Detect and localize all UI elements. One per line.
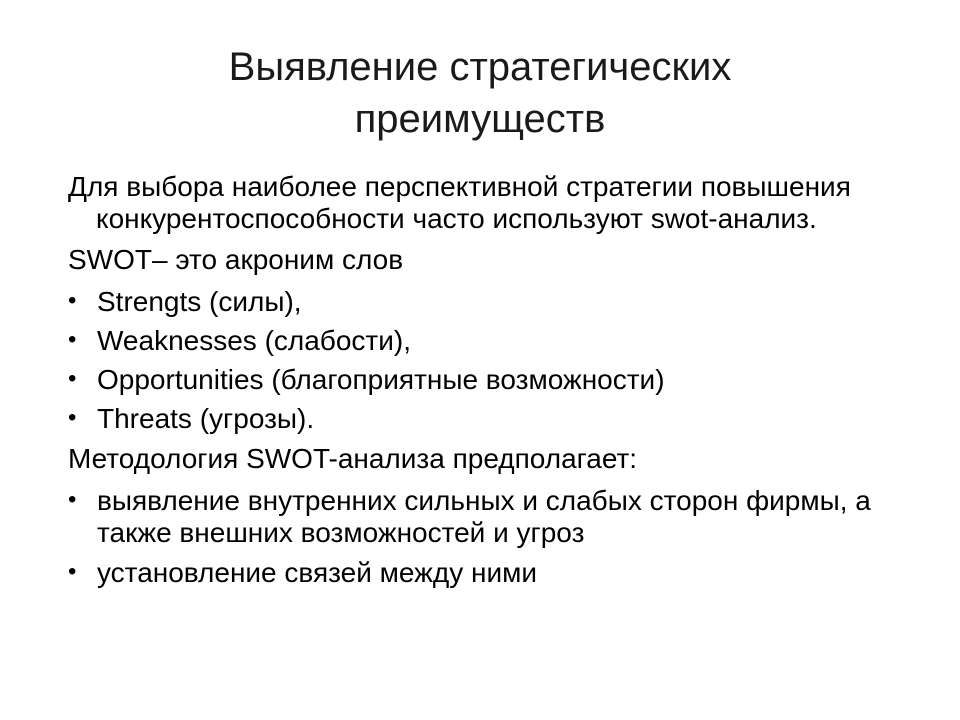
list-item <box>68 325 928 357</box>
bullet-icon: • <box>68 365 77 392</box>
list-item-text: установление связей между ними <box>97 557 537 588</box>
list-item <box>68 485 928 549</box>
bullet-icon: • <box>68 486 77 513</box>
acronym-list <box>68 286 928 435</box>
list-item <box>68 403 928 435</box>
list-item-text: Opportunities (благоприятные возможности) <box>97 364 665 395</box>
methodology-list <box>68 485 928 589</box>
list-item <box>68 364 928 396</box>
list-item <box>68 557 928 589</box>
list-item <box>68 286 928 318</box>
bullet-icon: • <box>68 558 77 585</box>
list-item-text: выявление внутренних сильных и слабых сторон фирмы, а также внешних возможностей и угроз <box>97 485 871 548</box>
slide-body <box>68 171 928 597</box>
bullet-icon: • <box>68 287 77 314</box>
bullet-icon: • <box>68 326 77 353</box>
list-item-text: Threats (угрозы). <box>97 403 315 434</box>
slide-title <box>0 41 960 145</box>
acronym-intro: SWOT– это акроним слов <box>68 244 404 275</box>
methodology-intro: Методология SWOT-анализа предполагает: <box>68 443 638 474</box>
list-item-text: Weaknesses (слабости), <box>97 325 411 356</box>
slide-title-line-1: Выявление стратегических <box>228 45 732 89</box>
slide-title-line-2: преимуществ <box>354 97 606 141</box>
intro-paragraph: Для выбора наиболее перспективной стратегии повышения конкурентоспособности часто используют swot-анализ. <box>68 171 851 234</box>
list-item-text: Strengts (силы), <box>97 286 302 317</box>
bullet-icon: • <box>68 404 77 431</box>
